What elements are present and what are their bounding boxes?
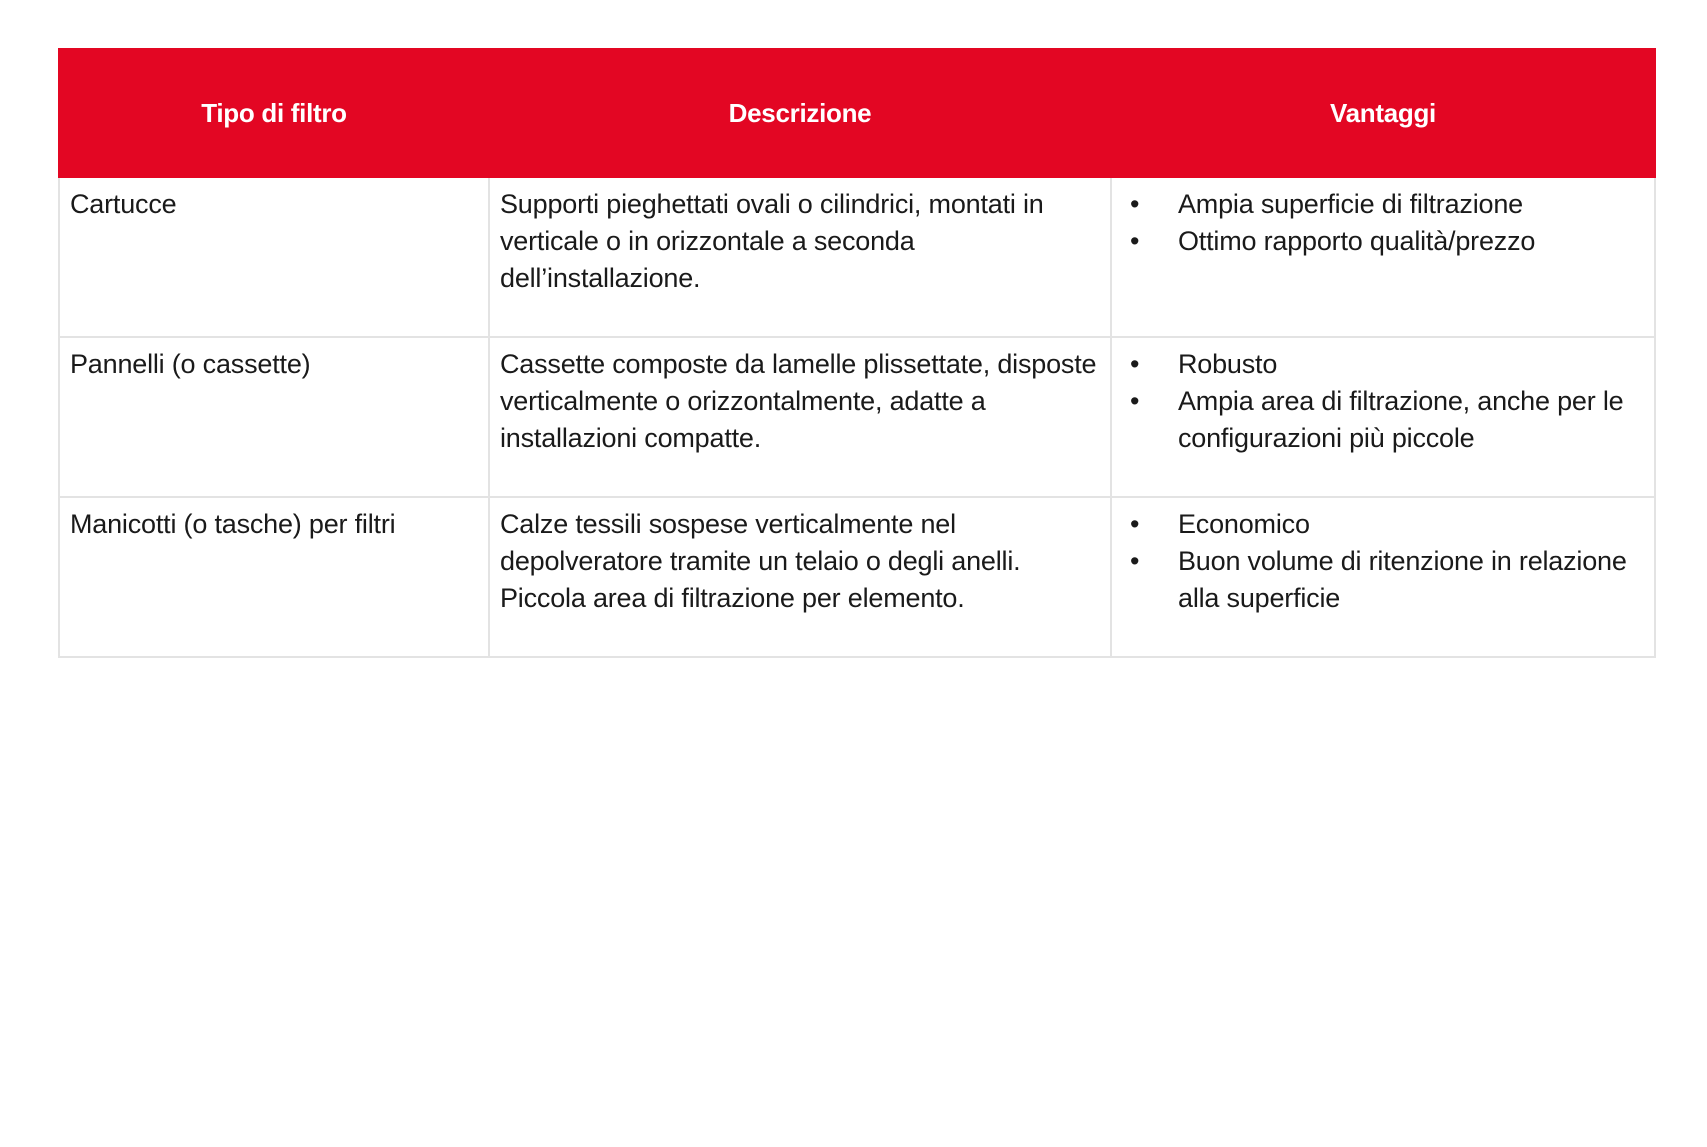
cell-advantages: [1111, 337, 1655, 497]
list-item: [1122, 543, 1644, 617]
advantages-list: [1122, 186, 1644, 260]
bullet-icon: •: [1130, 189, 1140, 219]
header-row: [59, 49, 1655, 177]
list-item: [1122, 506, 1644, 543]
cell-description: Calze tessili sospese verticalmente nel depolveratore tramite un telaio o degli anelli. Piccola area di filtrazione per elemento.: [489, 497, 1111, 657]
advantage-text: Ampia area di filtrazione, anche per le configurazioni più piccole: [1178, 386, 1624, 453]
bullet-icon: •: [1130, 349, 1140, 379]
header-advantages: Vantaggi: [1111, 49, 1655, 177]
cell-filter-type: Manicotti (o tasche) per filtri: [59, 497, 489, 657]
table-header: [59, 49, 1655, 177]
bullet-icon: •: [1130, 546, 1140, 576]
advantage-text: Robusto: [1178, 349, 1278, 379]
table-body: [59, 177, 1655, 657]
cell-description: Cassette composte da lamelle plissettate, disposte verticalmente o orizzontalmente, adatte a installazioni compatte.: [489, 337, 1111, 497]
filter-types-table-container: [58, 48, 1654, 658]
advantage-text: Economico: [1178, 509, 1310, 539]
cell-advantages: [1111, 497, 1655, 657]
list-item: [1122, 383, 1644, 457]
filter-types-table: [58, 48, 1656, 658]
advantage-text: Buon volume di ritenzione in relazione alla superficie: [1178, 546, 1627, 613]
cell-filter-type: Cartucce: [59, 177, 489, 337]
cell-filter-type: Pannelli (o cassette): [59, 337, 489, 497]
table-row: [59, 497, 1655, 657]
list-item: [1122, 223, 1644, 260]
bullet-icon: •: [1130, 226, 1140, 256]
cell-description: Supporti pieghettati ovali o cilindrici, montati in verticale o in orizzontale a seconda dell’installazione.: [489, 177, 1111, 337]
header-description: Descrizione: [489, 49, 1111, 177]
cell-advantages: [1111, 177, 1655, 337]
list-item: [1122, 186, 1644, 223]
advantages-list: [1122, 506, 1644, 617]
advantage-text: Ottimo rapporto qualità/prezzo: [1178, 226, 1536, 256]
advantage-text: Ampia superficie di filtrazione: [1178, 189, 1523, 219]
list-item: [1122, 346, 1644, 383]
header-filter-type: Tipo di filtro: [59, 49, 489, 177]
advantages-list: [1122, 346, 1644, 457]
table-row: [59, 177, 1655, 337]
table-row: [59, 337, 1655, 497]
bullet-icon: •: [1130, 509, 1140, 539]
bullet-icon: •: [1130, 386, 1140, 416]
